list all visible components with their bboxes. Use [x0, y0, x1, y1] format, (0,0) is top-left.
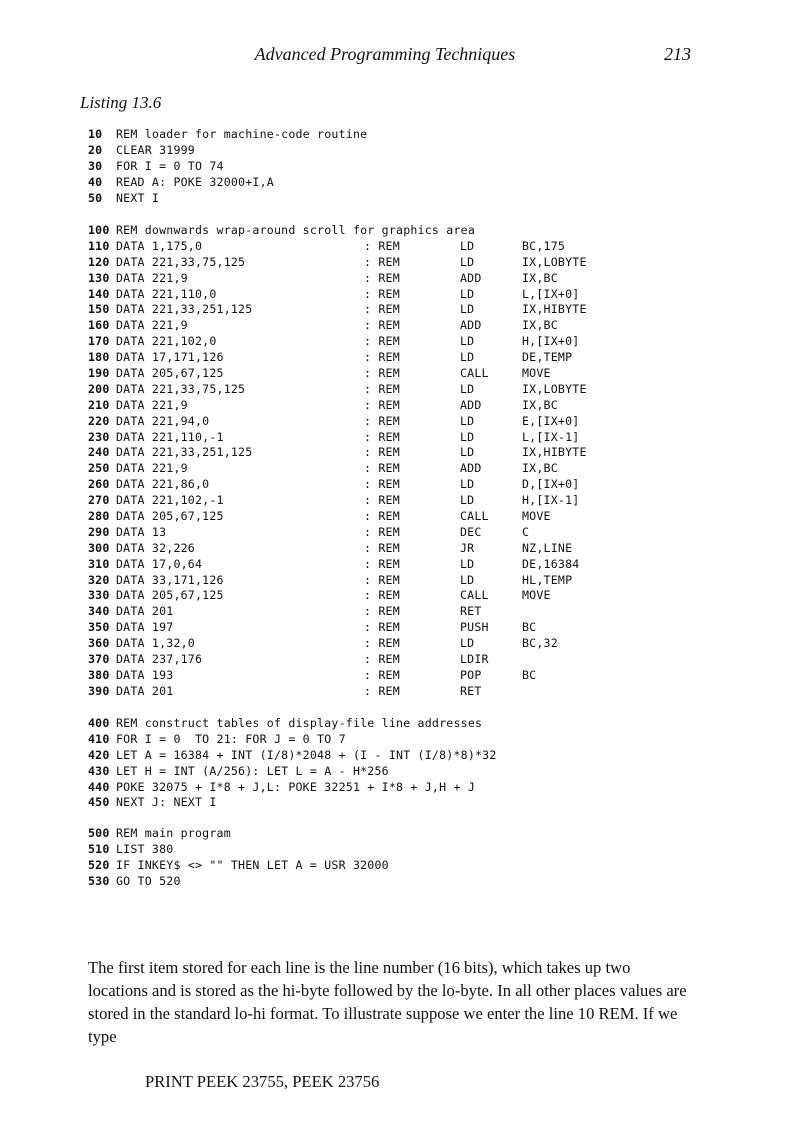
assembly-op: LD: [460, 334, 475, 349]
assembly-op: ADD: [460, 318, 482, 333]
assembly-args: IX,BC: [522, 397, 558, 412]
code-text: NEXT I: [116, 190, 160, 205]
rem-marker: : REM: [364, 254, 400, 269]
assembly-args: IX,BC: [522, 318, 558, 333]
line-number: 510: [88, 841, 110, 856]
assembly-args: IX,HIBYTE: [522, 445, 587, 460]
rem-marker: : REM: [364, 636, 400, 651]
assembly-args: H,[IX+0]: [522, 334, 580, 349]
rem-marker: : REM: [364, 588, 400, 603]
data-lines: [88, 238, 587, 700]
line-number: 500: [88, 826, 110, 840]
assembly-op: LD: [460, 572, 475, 587]
rem-marker: : REM: [364, 524, 400, 539]
line-number: 160: [88, 318, 110, 333]
assembly-op: LDIR: [460, 652, 489, 667]
rem-marker: : REM: [364, 445, 400, 460]
assembly-op: LD: [460, 350, 475, 365]
line-number: 260: [88, 477, 110, 492]
data-values: DATA 205,67,125: [116, 509, 224, 524]
line-number: 300: [88, 540, 110, 555]
line-number: 180: [88, 350, 110, 365]
assembly-op: RET: [460, 604, 482, 619]
code-line: [88, 716, 568, 732]
rem-marker: : REM: [364, 334, 400, 349]
data-code-line: [88, 271, 568, 287]
data-values: DATA 221,9: [116, 270, 188, 285]
data-values: DATA 17,171,126: [116, 350, 224, 365]
line-number: 240: [88, 445, 110, 460]
rem-marker: : REM: [364, 572, 400, 587]
rem-marker: : REM: [364, 652, 400, 667]
assembly-args: H,[IX-1]: [522, 493, 580, 508]
data-code-line: [88, 286, 580, 303]
assembly-op: RET: [460, 683, 482, 698]
code-text: GO TO 520: [116, 873, 181, 888]
data-values: DATA 221,33,75,125: [116, 254, 246, 269]
assembly-op: LD: [460, 429, 475, 444]
code-line: [88, 795, 568, 811]
line-number: 110: [88, 238, 110, 253]
assembly-op: LD: [460, 286, 475, 301]
assembly-args: DE,16384: [522, 556, 580, 571]
rem-marker: : REM: [364, 302, 400, 317]
data-values: DATA 221,110,-1: [116, 429, 224, 444]
line-number: 20: [88, 142, 103, 157]
line-number: 140: [88, 286, 110, 301]
line-number: 100: [88, 223, 110, 237]
data-code-line: [88, 652, 568, 668]
data-code-line: [88, 620, 568, 636]
main-code-block: [88, 826, 568, 890]
assembly-op: LD: [460, 636, 475, 651]
code-line: [88, 764, 568, 780]
rem-marker: : REM: [364, 413, 400, 428]
line-number: 450: [88, 795, 110, 810]
assembly-args: IX,LOBYTE: [522, 254, 587, 269]
data-values: DATA 221,9: [116, 318, 188, 333]
data-values: DATA 193: [116, 667, 174, 682]
code-line: [88, 780, 568, 796]
line-number: 50: [88, 190, 103, 205]
rem-marker: : REM: [364, 381, 400, 396]
assembly-args: L,[IX+0]: [522, 286, 580, 301]
code-line: [88, 748, 568, 764]
line-number: 170: [88, 334, 110, 349]
assembly-op: ADD: [460, 270, 482, 285]
line-number: 40: [88, 174, 103, 189]
code-text: NEXT J: NEXT I: [116, 795, 217, 810]
assembly-args: E,[IX+0]: [522, 413, 580, 428]
data-values: DATA 221,110,0: [116, 286, 217, 301]
rem-marker: : REM: [364, 350, 400, 365]
data-code-line: [88, 366, 568, 382]
code-text: FOR I = 0 TO 21: FOR J = 0 TO 7: [116, 731, 346, 746]
rem-marker: : REM: [364, 604, 400, 619]
data-values: DATA 32,226: [116, 540, 195, 555]
code-line: [88, 826, 568, 842]
data-values: DATA 1,32,0: [116, 636, 195, 651]
data-values: DATA 205,67,125: [116, 588, 224, 603]
code-text: REM loader for machine-code routine: [116, 127, 368, 141]
data-values: DATA 205,67,125: [116, 366, 224, 381]
code-line: [88, 732, 568, 748]
data-code-line: [88, 540, 573, 557]
data-code-line: [88, 525, 568, 541]
code-text: CLEAR 31999: [116, 142, 195, 157]
line-number: 120: [88, 254, 110, 269]
data-values: DATA 221,94,0: [116, 413, 210, 428]
data-code-line: [88, 461, 568, 477]
data-values: DATA 221,102,0: [116, 334, 217, 349]
data-values: DATA 221,102,-1: [116, 493, 224, 508]
line-number: 290: [88, 524, 110, 539]
data-code-line: [88, 334, 580, 350]
data-code-line: [88, 302, 587, 318]
code-text: REM construct tables of display-file line addresses: [116, 716, 483, 730]
rem-marker: : REM: [364, 270, 400, 285]
assembly-op: LD: [460, 493, 475, 508]
line-number: 250: [88, 461, 110, 476]
assembly-op: LD: [460, 254, 475, 269]
line-number: 430: [88, 763, 110, 778]
assembly-op: DEC: [460, 524, 482, 539]
line-number: 220: [88, 413, 110, 428]
assembly-op: LD: [460, 381, 475, 396]
code-text: LET A = 16384 + INT (I/8)*2048 + (I - INT (I/8)*8)*32: [116, 747, 497, 762]
code-text: REM downwards wrap-around scroll for graphics area: [116, 223, 476, 237]
assembly-args: BC,32: [522, 636, 558, 651]
data-values: DATA 221,9: [116, 461, 188, 476]
code-text: POKE 32075 + I*8 + J,L: POKE 32251 + I*8 + J,H + J: [116, 779, 476, 794]
body-paragraph: The first item stored for each line is the line number (16 bits), which takes up two locations and is stored as the hi-byte followed by the lo-byte. In all other places values are stored in the standard lo-hi format. To illustrate suppose we enter the line 10 REM. If we type: [88, 958, 687, 1046]
rem-marker: : REM: [364, 429, 400, 444]
loader-code-block: [88, 127, 568, 206]
data-code-line: [88, 429, 580, 446]
data-code-line: [88, 413, 580, 430]
assembly-args: HL,TEMP: [522, 572, 573, 587]
assembly-op: LD: [460, 477, 475, 492]
code-line: [88, 175, 568, 191]
data-values: DATA 197: [116, 620, 174, 635]
data-code-line: [88, 239, 568, 255]
page-header-title: Advanced Programming Techniques: [254, 44, 516, 64]
code-text: FOR I = 0 TO 74: [116, 158, 224, 173]
code-line: [88, 858, 568, 874]
data-code-line: [88, 398, 568, 414]
line-number: 520: [88, 857, 110, 872]
assembly-op: POP: [460, 667, 482, 682]
line-number: 190: [88, 366, 110, 381]
rem-marker: : REM: [364, 683, 400, 698]
rem-marker: : REM: [364, 461, 400, 476]
data-code-line: [88, 588, 568, 604]
data-code-line: [88, 350, 573, 366]
assembly-op: LD: [460, 445, 475, 460]
line-number: 390: [88, 683, 110, 698]
code-text: LET H = INT (A/256): LET L = A - H*256: [116, 763, 389, 778]
data-values: DATA 221,33,75,125: [116, 381, 246, 396]
line-number: 420: [88, 747, 110, 762]
data-code-line: [88, 572, 573, 589]
data-code-line: [88, 477, 580, 493]
line-number: 360: [88, 636, 110, 651]
assembly-args: BC,175: [522, 238, 566, 253]
assembly-args: IX,BC: [522, 461, 558, 476]
table-code-block: [88, 716, 568, 811]
data-code-line: [88, 381, 587, 398]
rem-marker: : REM: [364, 366, 400, 381]
assembly-op: PUSH: [460, 620, 489, 635]
code-line: [88, 223, 568, 239]
code-line: [88, 191, 568, 207]
rem-marker: : REM: [364, 620, 400, 635]
code-text: IF INKEY$ <> "" THEN LET A = USR 32000: [116, 857, 389, 872]
data-values: DATA 1,175,0: [116, 238, 203, 253]
data-values: DATA 221,33,251,125: [116, 302, 253, 317]
line-number: 200: [88, 381, 110, 396]
code-line: [88, 842, 568, 858]
data-code-line: [88, 318, 568, 334]
line-number: 230: [88, 429, 110, 444]
line-number: 310: [88, 556, 110, 571]
rem-marker: : REM: [364, 509, 400, 524]
assembly-op: LD: [460, 556, 475, 571]
assembly-op: CALL: [460, 366, 489, 381]
line-number: 130: [88, 270, 110, 285]
assembly-args: MOVE: [522, 366, 551, 381]
assembly-args: DE,TEMP: [522, 350, 573, 365]
code-line: [88, 143, 568, 159]
print-statement: PRINT PEEK 23755, PEEK 23756: [145, 1072, 380, 1091]
assembly-op: LD: [460, 413, 475, 428]
line-number: 30: [88, 158, 103, 173]
code-text: LIST 380: [116, 841, 174, 856]
data-code-line: [88, 668, 568, 684]
data-values: DATA 17,0,64: [116, 556, 203, 571]
assembly-op: JR: [460, 540, 475, 555]
rem-marker: : REM: [364, 238, 400, 253]
rem-marker: : REM: [364, 540, 400, 555]
data-code-line: [88, 509, 568, 525]
line-number: 10: [88, 127, 103, 141]
line-number: 280: [88, 509, 110, 524]
assembly-args: IX,LOBYTE: [522, 381, 587, 396]
assembly-args: L,[IX-1]: [522, 429, 580, 444]
line-number: 410: [88, 731, 110, 746]
line-number: 270: [88, 493, 110, 508]
data-values: DATA 221,33,251,125: [116, 445, 253, 460]
line-number: 330: [88, 588, 110, 603]
data-values: DATA 221,86,0: [116, 477, 210, 492]
code-line: [88, 874, 568, 890]
code-text: READ A: POKE 32000+I,A: [116, 174, 274, 189]
line-number: 530: [88, 873, 110, 888]
assembly-args: NZ,LINE: [522, 540, 573, 555]
assembly-args: IX,BC: [522, 270, 558, 285]
assembly-args: C: [522, 524, 530, 539]
rem-marker: : REM: [364, 318, 400, 333]
assembly-op: CALL: [460, 509, 489, 524]
assembly-op: ADD: [460, 461, 482, 476]
data-values: DATA 221,9: [116, 397, 188, 412]
data-code-line: [88, 254, 587, 271]
rem-marker: : REM: [364, 493, 400, 508]
data-code-line: [88, 493, 580, 509]
data-values: DATA 33,171,126: [116, 572, 224, 587]
data-values: DATA 237,176: [116, 652, 203, 667]
data-values: DATA 201: [116, 604, 174, 619]
code-line: [88, 159, 568, 175]
line-number: 340: [88, 604, 110, 619]
assembly-op: ADD: [460, 397, 482, 412]
data-code-line: [88, 556, 580, 573]
data-code-line: [88, 604, 568, 620]
listing-title: Listing 13.6: [80, 93, 162, 112]
data-code-line: [88, 636, 568, 652]
line-number: 370: [88, 652, 110, 667]
assembly-op: LD: [460, 238, 475, 253]
line-number: 380: [88, 667, 110, 682]
assembly-args: BC: [522, 667, 537, 682]
line-number: 440: [88, 779, 110, 794]
rem-marker: : REM: [364, 397, 400, 412]
line-number: 150: [88, 302, 110, 317]
data-values: DATA 13: [116, 524, 167, 539]
assembly-args: BC: [522, 620, 537, 635]
code-text: REM main program: [116, 826, 231, 840]
page-number: 213: [664, 44, 691, 64]
code-line: [88, 127, 568, 143]
data-values: DATA 201: [116, 683, 174, 698]
rem-marker: : REM: [364, 286, 400, 301]
assembly-args: D,[IX+0]: [522, 477, 580, 492]
data-code-line: [88, 684, 568, 700]
line-number: 400: [88, 716, 110, 730]
line-number: 210: [88, 397, 110, 412]
scroll-code-block: [88, 223, 587, 700]
rem-marker: : REM: [364, 477, 400, 492]
assembly-args: MOVE: [522, 588, 551, 603]
line-number: 320: [88, 572, 110, 587]
assembly-op: LD: [460, 302, 475, 317]
data-code-line: [88, 445, 587, 461]
line-number: 350: [88, 620, 110, 635]
assembly-op: CALL: [460, 588, 489, 603]
assembly-args: MOVE: [522, 509, 551, 524]
rem-marker: : REM: [364, 667, 400, 682]
assembly-args: IX,HIBYTE: [522, 302, 587, 317]
rem-marker: : REM: [364, 556, 400, 571]
